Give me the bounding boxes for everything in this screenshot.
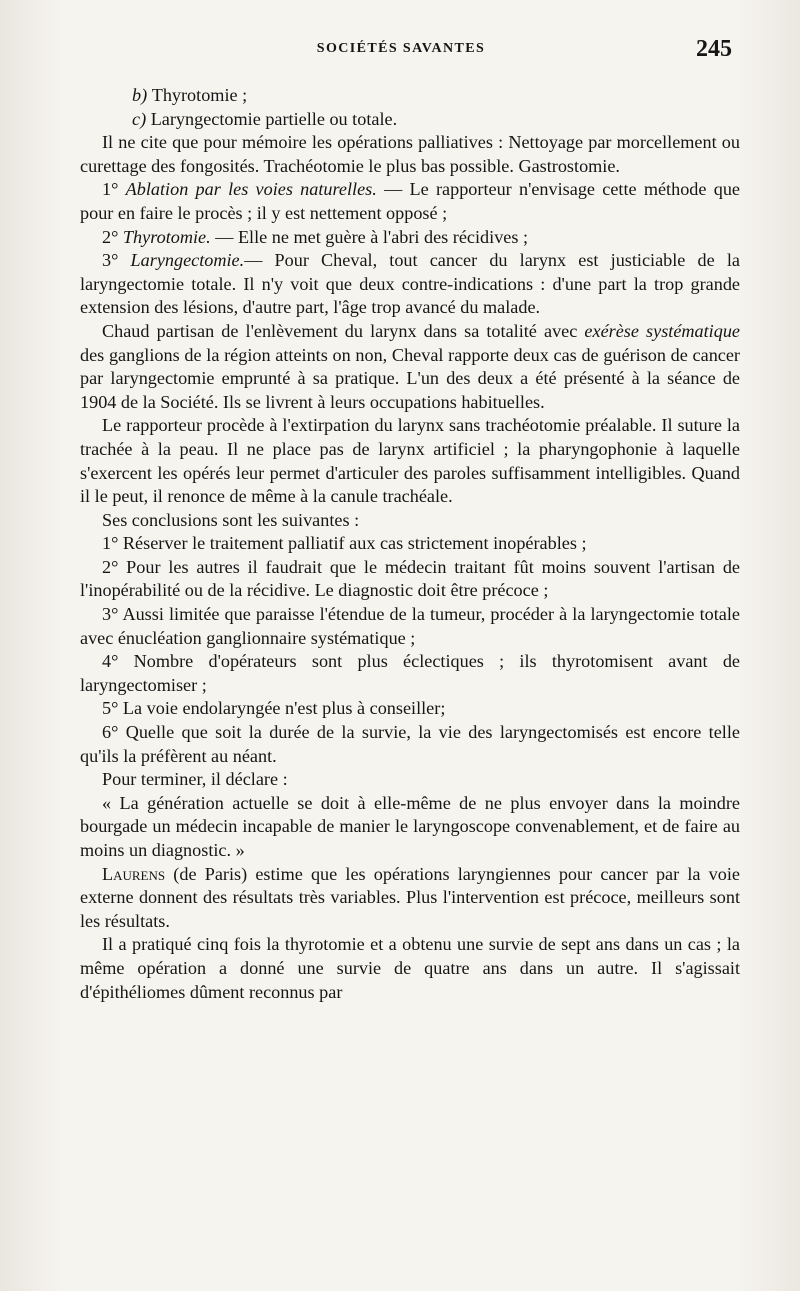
paragraph-rest: des ganglions de la région atteints on non, Cheval rapporte deux cas de guérison de cancer par laryngectomie emprunté à sa pratique. L'un des deux a été présenté à la séance de 1904 de la Société. Ils se livrent à leurs occupations habituelles. [80, 344, 740, 412]
paragraph-pour-terminer: Pour terminer, il déclare : [102, 769, 288, 790]
list-item-c [80, 108, 740, 132]
item-heading: Thyrotomie. [122, 226, 211, 247]
text-body [80, 84, 740, 1004]
list-text-b: Thyrotomie ; [151, 85, 248, 105]
paragraph-laryngectomie [80, 249, 740, 320]
running-header [70, 38, 732, 64]
item-number: 2° [102, 226, 123, 247]
paragraph-rapporteur: Le rapporteur procède à l'extirpation du larynx sans trachéotomie préalable. Il suture la trachée à la peau. Il ne place pas de larynx artificiel ; la pharyngophonie à laquelle s'exercent les opérés leur permet d'articuler des paroles suffisamment intelligibles. Quand il le peut, il renonce de même à la canule trachéale. [80, 415, 740, 507]
conclusion-5: 5° La voie endolaryngée n'est plus à conseiller; [102, 698, 446, 719]
paragraph-chaud-partisan [80, 320, 740, 414]
item-number: 3° [102, 250, 131, 271]
speaker-name: Laurens [102, 863, 166, 884]
conclusion-2: 2° Pour les autres il faudrait que le médecin traitant fût moins souvent l'artisan de l'inopérabilité ou de la récidive. Le diagnostic doit être précoce ; [80, 556, 740, 601]
item-heading: Ablation par les voies naturelles. [125, 179, 377, 200]
list-item-b [80, 84, 740, 108]
item-number: 1° [102, 179, 126, 200]
conclusion-3: 3° Aussi limitée que paraisse l'étendue de la tumeur, procéder à la laryngectomie totale avec énucléation ganglionnaire systématique ; [80, 604, 740, 648]
emphasis-text: exérèse systématique [584, 320, 740, 341]
paragraph-palliatives: Il ne cite que pour mémoire les opérations palliatives : Nettoyage par morcellement ou curettage des fongosités. Trachéotomie le plus bas possible. Gastrostomie. [80, 132, 740, 176]
conclusion-4: 4° Nombre d'opérateurs sont plus éclectiques ; ils thyrotomisent avant de laryngectomiser ; [80, 651, 740, 695]
paragraph-rest: (de Paris) estime que les opérations laryngiennes pour cancer par la voie externe donnent des résultats très variables. Plus l'intervention est précoce, meilleurs sont les résultats. [80, 863, 740, 931]
conclusion-1: 1° Réserver le traitement palliatif aux cas strictement inopérables ; [102, 533, 587, 554]
list-text-c: Laryngectomie partielle ou totale. [150, 108, 398, 129]
paragraph-conclusions-intro: Ses conclusions sont les suivantes : [102, 509, 360, 530]
item-text: — Le rapporteur n'envisage cette méthode que pour en faire le procès ; il y est nettement opposé ; [80, 179, 740, 223]
paragraph-lead: Chaud partisan de l'enlèvement du larynx dans sa totalité avec [102, 320, 585, 341]
item-text: — Pour Cheval, tout cancer du larynx est justiciable de la laryngectomie totale. Il n'y voit que deux contre-indications : d'une part la trop grande extension des lésions, d'autre part, l'âge trop avancé du malade. [80, 250, 740, 318]
paragraph-thyrotomie [80, 226, 740, 250]
list-marker-b: b) [132, 85, 152, 105]
item-heading: Laryngectomie. [130, 250, 245, 271]
paragraph-laurens [80, 863, 740, 934]
item-text: — Elle ne met guère à l'abri des récidives ; [210, 226, 529, 247]
paragraph-ablation [80, 178, 740, 225]
running-title: SOCIÉTÉS SAVANTES [316, 41, 486, 56]
list-marker-c: c) [132, 108, 151, 129]
conclusion-6: 6° Quelle que soit la durée de la survie, la vie des laryngectomisés est encore telle qu'ils la préfèrent au néant. [80, 722, 740, 766]
page-number: 245 [696, 36, 732, 62]
paragraph-thyrotomie-survie: Il a pratiqué cinq fois la thyrotomie et a obtenu une survie de sept ans dans un cas ; la même opération a donné une survie de quatre ans dans un autre. Il s'agissait d'épithéliomes dûment reconnus par [80, 934, 740, 1002]
quotation: « La génération actuelle se doit à elle-même de ne plus envoyer dans la moindre bourgade un médecin incapable de manier le laryngoscope convenablement, et de faire au moins un diagnostic. » [80, 792, 740, 860]
